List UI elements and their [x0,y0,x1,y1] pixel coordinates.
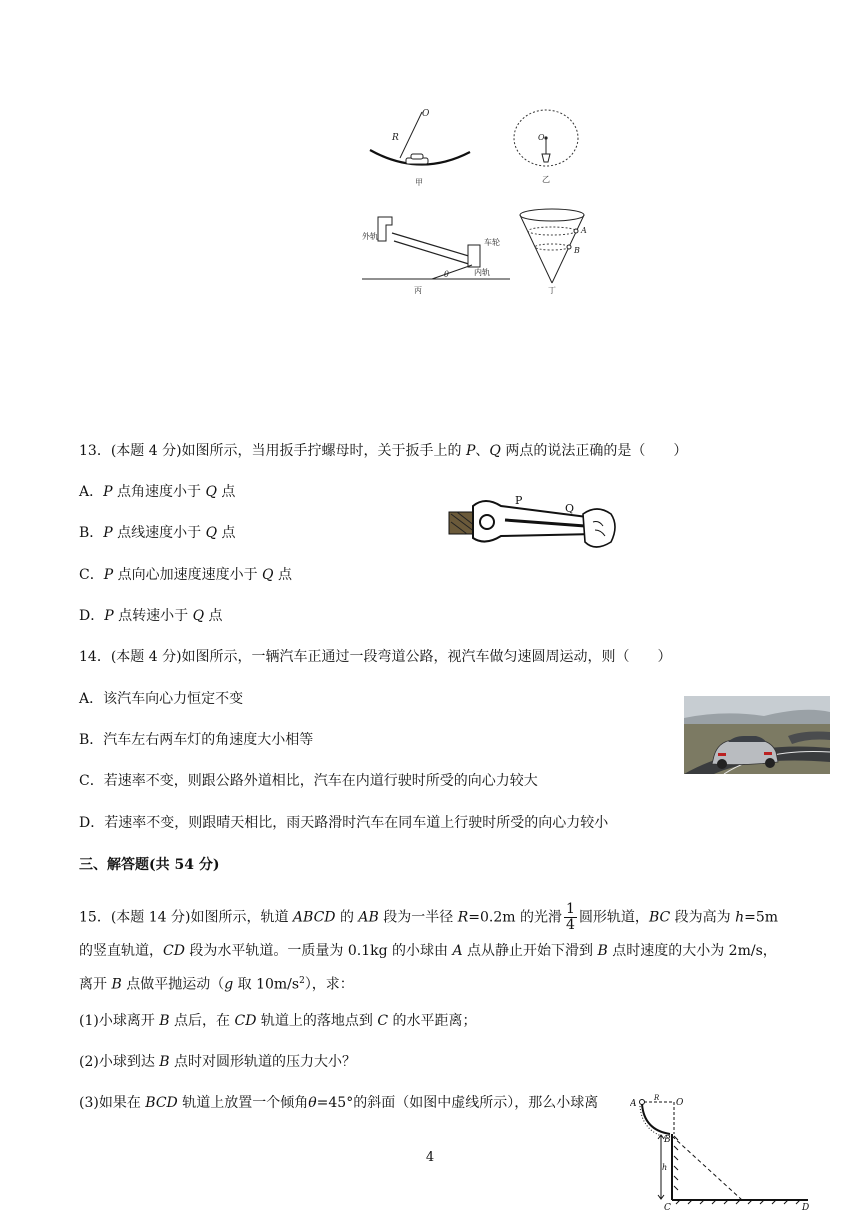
label-inner-rail: 内轨 [474,268,490,277]
figure-yi [508,108,584,188]
track-label-a: A [630,1099,637,1109]
fraction-quarter: $\frac{1}{4}$ [566,901,575,933]
q15-part-1: (1)小球离开 B 点后，在 CD 轨道上的落地点到 C 的水平距离； [79,1013,477,1029]
track-label-h: h [662,1163,668,1172]
caption-bing: 丙 [414,286,422,295]
section-3-title: 三、解答题(共 54 分) [79,857,220,873]
caption-ding: 丁 [548,286,556,295]
track-label-c: C [664,1203,671,1213]
figure-ding [514,205,598,297]
label-b: B [574,246,580,255]
track-label-o: O [676,1098,684,1108]
q13-option-c: C．P 点向心加速度速度小于 Q 点 [79,567,292,583]
q13-option-b: B．P 点线速度小于 Q 点 [79,525,236,541]
q13-option-a: A．P 点角速度小于 Q 点 [79,484,236,500]
label-r: R [392,133,399,143]
q15-stem-line1: 15．(本题 14 分)如图所示，轨道 ABCD 的 AB 段为一半径 R=0.2m 的光滑 $\frac{1}{4}$ 圆形轨道，BC 段为高为 h=5m [79,901,779,933]
caption-yi: 乙 [542,175,550,184]
q14-option-b: B．汽车左右两车灯的角速度大小相等 [79,732,314,748]
label-wheel: 车轮 [484,238,500,247]
q14-stem: 14．(本题 4 分)如图所示，一辆汽车正通过一段弯道公路，视汽车做匀速圆周运动，则（ ） [79,649,672,665]
label-theta: θ [444,270,449,279]
track-label-r: R [654,1094,660,1102]
label-outer-rail: 外轨 [362,232,378,241]
wrench-label-q: Q [565,502,575,515]
figure-bing [362,205,510,297]
q13-stem: 13．(本题 4 分)如图所示，当用扳手拧螺母时，关于扳手上的 P、Q 两点的说法正确的是（ ） [79,443,688,459]
wrench-label-p: P [515,494,523,507]
q14-option-a: A．该汽车向心力恒定不变 [79,691,244,707]
q15-part-3: (3)如果在 BCD 轨道上放置一个倾角θ=45°的斜面（如图中虚线所示），那么小球离 [79,1095,599,1111]
q15-stem-line2: 的竖直轨道，CD 段为水平轨道。一质量为 0.1kg 的小球由 A 点从静止开始下滑到 B 点时速度的大小为 2m/s， [79,943,777,959]
track-label-b: B [664,1135,671,1145]
label-a: A [581,226,587,235]
caption-jia: 甲 [415,178,423,187]
page-number: 4 [425,1150,435,1165]
label-o: O [538,133,545,142]
figure-jia [360,100,480,190]
q13-option-d: D．P 点转速小于 Q 点 [79,608,223,624]
car-photo [684,696,830,774]
q14-option-d: D．若速率不变，则跟晴天相比，雨天路滑时汽车在同车道上行驶时所受的向心力较小 [79,815,609,831]
q15-stem-line3: 离开 B 点做平抛运动（g 取 $10m/s^2$），求： [79,976,354,993]
label-o: O [422,109,430,119]
track-label-d: D [802,1203,810,1213]
q14-option-c: C．若速率不变，则跟公路外道相比，汽车在内道行驶时所受的向心力较大 [79,773,538,789]
q15-part-2: (2)小球到达 B 点时对圆形轨道的压力大小？ [79,1054,357,1070]
figure-wrench [445,492,623,556]
